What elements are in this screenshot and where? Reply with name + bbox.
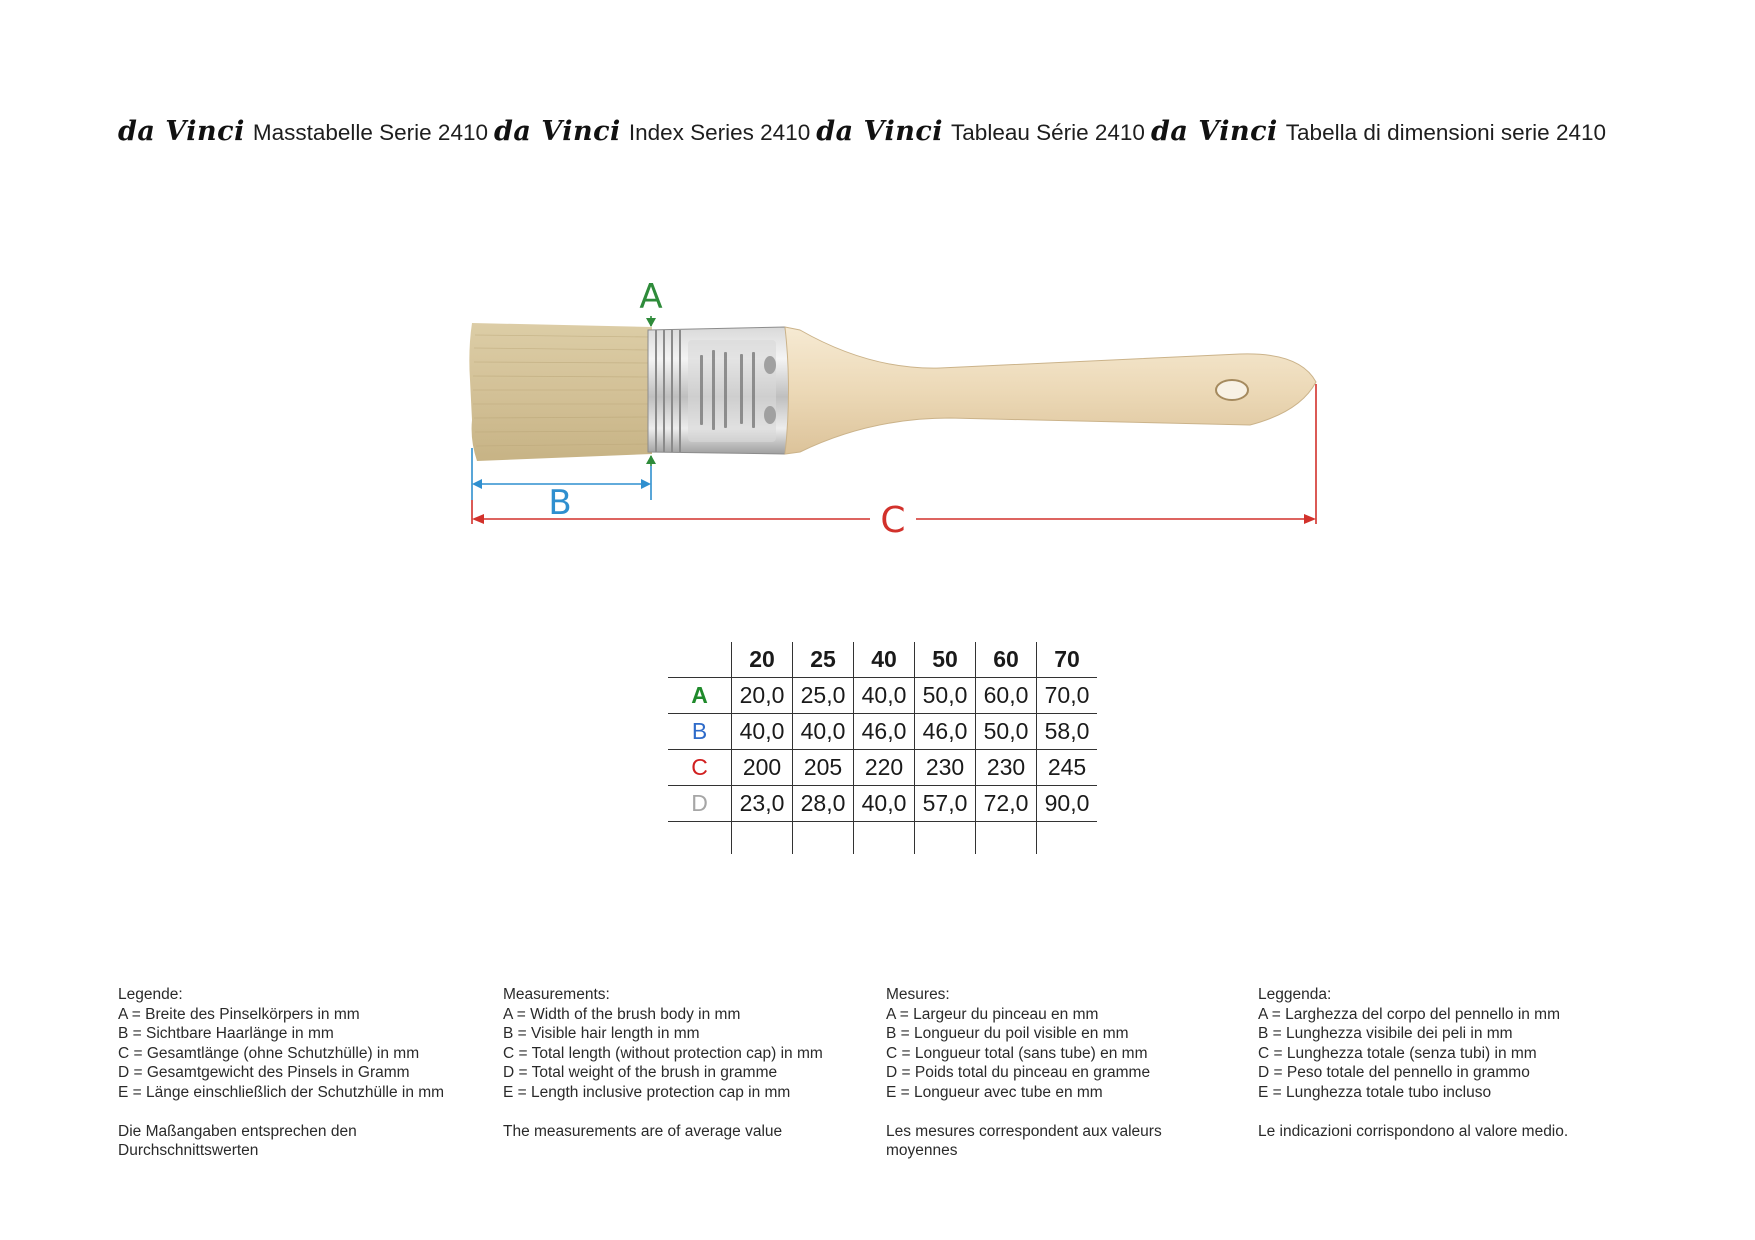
table-cell-empty <box>1037 822 1098 855</box>
legend-line: D = Peso totale del pennello in grammo <box>1258 1064 1530 1082</box>
brush-bristles <box>469 323 652 461</box>
column-header: 40 <box>854 642 915 678</box>
table-cell: 90,0 <box>1037 786 1098 822</box>
column-header: 50 <box>915 642 976 678</box>
legend-line: D = Gesamtgewicht des Pinsels in Gramm <box>118 1064 410 1082</box>
legend-line: B = Sichtbare Haarlänge in mm <box>118 1025 334 1043</box>
table-cell: 46,0 <box>915 714 976 750</box>
brush-handle <box>785 327 1316 454</box>
table-cell: 23,0 <box>732 786 793 822</box>
table-cell: 230 <box>915 750 976 786</box>
legend-line: A = Breite des Pinselkörpers in mm <box>118 1005 360 1023</box>
column-header: 20 <box>732 642 793 678</box>
table-cell: 28,0 <box>793 786 854 822</box>
table-cell: 245 <box>1037 750 1098 786</box>
table-cell: 70,0 <box>1037 678 1098 714</box>
legend-note: Die Maßangaben entsprechen den Durchschnittswerten <box>118 1122 357 1160</box>
legend-line: A = Largeur du pinceau en mm <box>886 1005 1099 1023</box>
table-header-row <box>668 642 1097 678</box>
table-cell-empty <box>976 822 1037 855</box>
row-label-c: C <box>668 750 732 786</box>
table-cell: 40,0 <box>854 678 915 714</box>
dimension-table <box>668 642 1097 854</box>
table-cell: 20,0 <box>732 678 793 714</box>
legend-line: C = Lunghezza totale (senza tubi) in mm <box>1258 1044 1537 1062</box>
title-de: Masstabelle Serie 2410 <box>252 120 488 145</box>
table-cell: 205 <box>793 750 854 786</box>
table-cell: 25,0 <box>793 678 854 714</box>
column-header: 25 <box>793 642 854 678</box>
davinci-logo: da Vinci <box>816 116 944 147</box>
legend-line: C = Longueur total (sans tube) en mm <box>886 1044 1148 1062</box>
title-it: Tabella di dimensioni serie 2410 <box>1285 120 1606 145</box>
legend-line: E = Longueur avec tube en mm <box>886 1083 1103 1101</box>
brush-ferrule <box>648 327 790 454</box>
table-cell: 230 <box>976 750 1037 786</box>
legend-heading: Mesures: <box>886 986 950 1003</box>
label-c: C <box>880 500 906 541</box>
table-cell: 200 <box>732 750 793 786</box>
table-row-empty <box>668 822 1097 855</box>
legend-line: C = Gesamtlänge (ohne Schutzhülle) in mm <box>118 1044 420 1062</box>
legend-heading: Legende: <box>118 986 183 1003</box>
legend-line: A = Larghezza del corpo del pennello in mm <box>1258 1005 1561 1023</box>
legend-german <box>118 985 444 1161</box>
table-cell: 220 <box>854 750 915 786</box>
table-row <box>668 750 1097 786</box>
table-row <box>668 786 1097 822</box>
table-cell: 50,0 <box>915 678 976 714</box>
table-cell: 40,0 <box>732 714 793 750</box>
davinci-logo: da Vinci <box>1150 116 1278 147</box>
legend-italian <box>1258 985 1618 1141</box>
column-header: 60 <box>976 642 1037 678</box>
table-row <box>668 714 1097 750</box>
legend-line: A = Width of the brush body in mm <box>503 1005 741 1023</box>
table-cell: 58,0 <box>1037 714 1098 750</box>
label-b: B <box>548 483 572 523</box>
legend-line: E = Lunghezza totale tubo incluso <box>1258 1083 1492 1101</box>
row-label-d: D <box>668 786 732 822</box>
table-cell-empty <box>915 822 976 855</box>
legend-english <box>503 985 843 1141</box>
legend-line: B = Visible hair length in mm <box>503 1025 700 1043</box>
row-label-a: A <box>668 678 732 714</box>
table-cell: 46,0 <box>854 714 915 750</box>
label-a: A <box>639 277 663 317</box>
legend-french <box>886 985 1196 1161</box>
table-cell: 40,0 <box>793 714 854 750</box>
legend-line: D = Total weight of the brush in gramme <box>503 1064 778 1082</box>
table-cell: 40,0 <box>854 786 915 822</box>
table-cell: 72,0 <box>976 786 1037 822</box>
title-en: Index Series 2410 <box>628 120 811 145</box>
legend-heading: Leggenda: <box>1258 986 1332 1003</box>
legend-note: Les mesures correspondent aux valeurs moyennes <box>886 1122 1162 1160</box>
table-cell-empty <box>668 822 732 855</box>
legend-line: E = Length inclusive protection cap in mm <box>503 1083 791 1101</box>
table-cell: 57,0 <box>915 786 976 822</box>
davinci-logo: da Vinci <box>493 116 621 147</box>
column-header: 70 <box>1037 642 1098 678</box>
table-cell: 50,0 <box>976 714 1037 750</box>
legend-line: B = Longueur du poil visible en mm <box>886 1025 1129 1043</box>
legend-note: Le indicazioni corrispondono al valore medio. <box>1258 1122 1569 1140</box>
legend-note: The measurements are of average value <box>503 1122 783 1140</box>
title-fr: Tableau Série 2410 <box>951 120 1145 145</box>
legend-line: C = Total length (without protection cap) in mm <box>503 1044 823 1062</box>
legend-line: D = Poids total du pinceau en gramme <box>886 1064 1151 1082</box>
table-row <box>668 678 1097 714</box>
legend-line: E = Länge einschließlich der Schutzhülle in mm <box>118 1083 445 1101</box>
table-cell: 60,0 <box>976 678 1037 714</box>
row-label-b: B <box>668 714 732 750</box>
legend-heading: Measurements: <box>503 986 610 1003</box>
table-corner <box>668 642 732 678</box>
table-cell-empty <box>793 822 854 855</box>
legend-line: B = Lunghezza visibile dei peli in mm <box>1258 1025 1513 1043</box>
table-cell-empty <box>854 822 915 855</box>
table-cell-empty <box>732 822 793 855</box>
davinci-logo: da Vinci <box>118 116 245 147</box>
